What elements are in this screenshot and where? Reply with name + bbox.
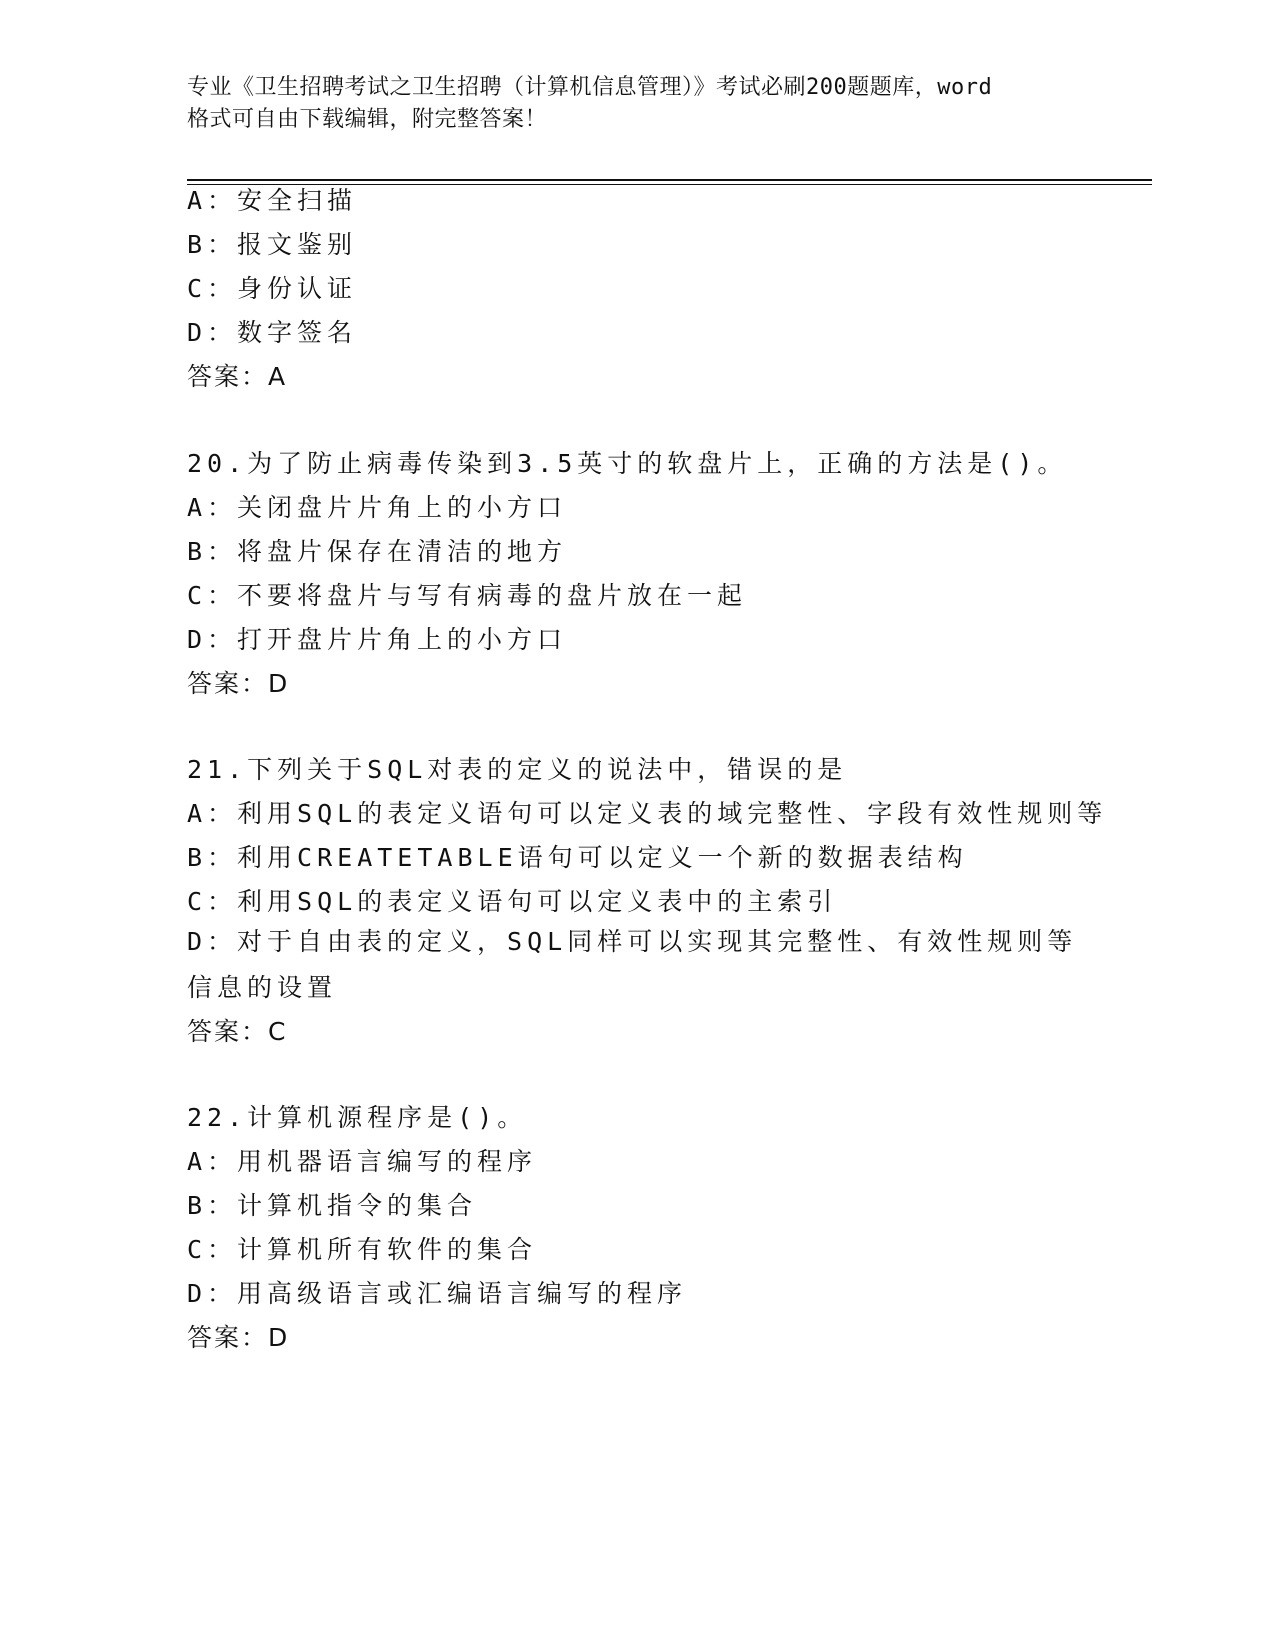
document-intro [187, 72, 1087, 136]
q21-question: 21.下列关于SQL对表的定义的说法中，错误的是 [187, 755, 848, 784]
q21-option-b: B：利用CREATETABLE语句可以定义一个新的数据表结构 [187, 843, 968, 872]
q20-option-d: D：打开盘片片角上的小方口 [187, 625, 568, 654]
q19-option-c: C：身份认证 [187, 274, 358, 303]
q21-option-d: D：对于自由表的定义，SQL同样可以实现其完整性、有效性规则等信息的设置 [187, 927, 1078, 1002]
intro-line-2: 格式可自由下载编辑，附完整答案！ [187, 107, 548, 132]
q20-question: 20.为了防止病毒传染到3.5英寸的软盘片上，正确的方法是()。 [187, 449, 1068, 478]
q20-answer: 答案：D [187, 669, 290, 698]
q19-option-b: B：报文鉴别 [187, 230, 358, 259]
q21-option-a: A：利用SQL的表定义语句可以定义表的域完整性、字段有效性规则等 [187, 799, 1108, 828]
q19-answer: 答案：A [187, 362, 288, 391]
q22-option-c: C：计算机所有软件的集合 [187, 1235, 538, 1264]
intro-line-1: 专业《卫生招聘考试之卫生招聘（计算机信息管理）》考试必刷200题题库，word [187, 75, 993, 100]
q20-option-c: C：不要将盘片与写有病毒的盘片放在一起 [187, 581, 748, 610]
q22-option-b: B：计算机指令的集合 [187, 1191, 478, 1220]
q21-option-c: C：利用SQL的表定义语句可以定义表中的主索引 [187, 887, 838, 916]
q22-answer: 答案：D [187, 1323, 290, 1352]
q19-option-d: D：数字签名 [187, 318, 358, 347]
header-divider-thick [187, 179, 1152, 181]
q19-option-a: A：安全扫描 [187, 186, 358, 215]
q20-option-a: A：关闭盘片片角上的小方口 [187, 493, 568, 522]
q20-option-b: B：将盘片保存在清洁的地方 [187, 537, 568, 566]
q22-option-d: D：用高级语言或汇编语言编写的程序 [187, 1279, 688, 1308]
q21-answer: 答案：C [187, 1017, 288, 1046]
q22-question: 22.计算机源程序是()。 [187, 1103, 528, 1132]
q22-option-a: A：用机器语言编写的程序 [187, 1147, 538, 1176]
